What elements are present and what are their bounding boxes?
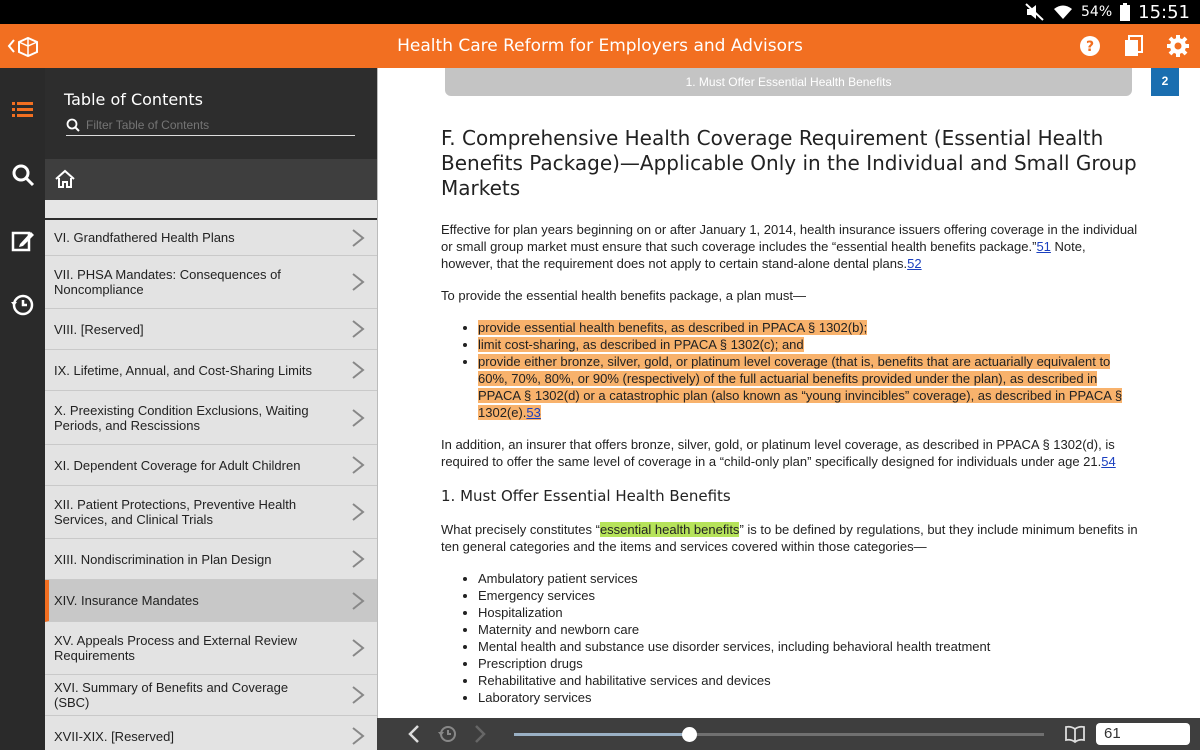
left-rail	[0, 68, 45, 750]
help-icon[interactable]	[1078, 34, 1102, 58]
list-item: • Mental health and substance use disorder services, including behavioral health treatment	[478, 638, 1141, 655]
toc-item-label: XVII-XIX. [Reserved]	[54, 728, 174, 744]
toc-item[interactable]	[45, 445, 377, 486]
requirements-list	[478, 319, 1141, 421]
history-back-icon[interactable]	[437, 724, 457, 744]
chevron-right-icon	[351, 408, 365, 428]
highlight[interactable]: limit cost-sharing, as described in PPACA § 1302(c); and	[478, 337, 804, 352]
toc-item[interactable]	[45, 539, 377, 580]
toc-item-label: XIV. Insurance Mandates	[54, 593, 199, 608]
toc-item-label: XI. Dependent Coverage for Adult Children	[54, 457, 301, 473]
list-item: • Maternity and newborn care	[478, 621, 1141, 638]
chevron-right-icon	[351, 360, 365, 380]
app-bar	[0, 24, 1200, 68]
chevron-right-icon	[351, 549, 365, 569]
toc-item[interactable]	[45, 716, 377, 750]
list-item	[478, 336, 1141, 353]
toc-filter	[66, 114, 355, 136]
footnote-link[interactable]: 53	[526, 405, 541, 420]
toc-item[interactable]	[45, 391, 377, 445]
settings-gear-icon[interactable]	[1166, 34, 1190, 58]
toc-header	[45, 68, 377, 159]
paragraph: Effective for plan years beginning on or after January 1, 2014, health insurance issuers offering coverage in the individual or small group market must ensure that such coverage includes the “essential health benefits package.”51 Note, however, that the requirement does not apply to certain stand-alone dental plans.52	[441, 222, 1138, 271]
paragraph: What precisely constitutes “essential health benefits” is to be defined by regulations, but they include minimum benefits in ten general categories and the items and services covered within those categories—	[441, 522, 1138, 554]
toc-item-label: VII. PHSA Mandates: Consequences of Noncompliance	[54, 267, 281, 297]
toc-item[interactable]	[45, 675, 377, 716]
toc-panel	[45, 68, 377, 750]
list-item	[478, 319, 1141, 336]
paragraph: In addition, an insurer that offers bronze, silver, gold, or platinum level coverage, as described in PPACA § 1302(d), is required to offer the same level of coverage in a “child-only plan” specifically designed for individuals under age 21.54	[441, 437, 1116, 469]
chevron-right-icon	[351, 502, 365, 522]
mute-icon	[1025, 3, 1045, 21]
paragraph: To provide the essential health benefits package, a plan must—	[441, 288, 806, 303]
status-bar	[0, 0, 1200, 24]
toc-item-label: XIII. Nondiscrimination in Plan Design	[54, 551, 272, 567]
toc-item-label: XII. Patient Protections, Preventive Health Services, and Clinical Trials	[54, 497, 297, 527]
toc-item-label: X. Preexisting Condition Exclusions, Waiting Periods, and Rescissions	[54, 402, 309, 433]
page-slider-handle[interactable]	[682, 727, 697, 742]
previous-page-icon[interactable]	[405, 724, 425, 744]
app-title: Health Care Reform for Employers and Advisors	[397, 36, 803, 56]
chevron-right-icon	[351, 638, 365, 658]
search-icon[interactable]	[10, 162, 36, 188]
list-item: • Hospitalization	[478, 604, 1141, 621]
list-item: • Emergency services	[478, 587, 1141, 604]
history-icon[interactable]	[10, 292, 36, 318]
page-progress-fill	[514, 733, 689, 736]
highlight[interactable]: provide either bronze, silver, gold, or platinum level coverage (that is, benefits that are actuarially equivalent to 60%, 70%, 80%, or 90% (respectively) of the full actuarial benefits provided under the plan), as described in PPACA § 1302(d) or a catastrophic plan (also known as “young invincibles” coverage), as described in PPACA § 1302(e).53	[478, 354, 1123, 420]
bookmark-count-badge[interactable]: 2	[1151, 68, 1179, 96]
search-icon	[66, 118, 80, 132]
toc-list	[45, 220, 377, 750]
chevron-right-icon	[351, 591, 365, 611]
list-item: • Prescription drugs	[478, 655, 1141, 672]
list-item: • Ambulatory patient services	[478, 570, 1141, 587]
reading-pane	[377, 68, 1200, 718]
footnote-link[interactable]: 54	[1101, 454, 1116, 469]
bottom-nav-bar	[377, 718, 1200, 750]
battery-icon	[1120, 3, 1130, 21]
highlight[interactable]: provide essential health benefits, as described in PPACA § 1302(b);	[478, 320, 868, 335]
toc-home-row[interactable]	[45, 159, 377, 200]
page-progress-track[interactable]	[514, 733, 1044, 736]
toc-filter-input[interactable]	[86, 118, 336, 132]
list-item: • Rehabilitative and habilitative services and devices	[478, 672, 1141, 689]
footnote-link[interactable]: 51	[1036, 239, 1051, 254]
toc-item-label: VI. Grandfathered Health Plans	[54, 230, 235, 245]
document-content	[441, 126, 1141, 718]
toc-item[interactable]	[45, 486, 377, 539]
toc-title: Table of Contents	[64, 90, 203, 109]
toc-item[interactable]	[45, 622, 377, 675]
subsection-heading: 1. Must Offer Essential Health Benefits	[441, 487, 731, 505]
svg-text:?: ?	[1085, 39, 1095, 55]
toc-item-label: XV. Appeals Process and External Review Requirements	[54, 633, 298, 663]
home-icon[interactable]	[54, 168, 76, 190]
list-item: • Laboratory services	[478, 689, 1141, 706]
toc-item-label: IX. Lifetime, Annual, and Cost-Sharing Limits	[54, 362, 312, 378]
toc-item[interactable]	[45, 256, 377, 309]
clock: 15:51	[1138, 1, 1190, 23]
list-item	[478, 353, 1141, 421]
toc-item[interactable]	[45, 309, 377, 350]
chevron-right-icon	[351, 272, 365, 292]
toc-list-icon[interactable]	[10, 96, 36, 122]
section-tab[interactable]: 1. Must Offer Essential Health Benefits	[445, 68, 1132, 96]
battery-percent: 54%	[1081, 4, 1113, 20]
book-icon[interactable]	[1065, 724, 1085, 744]
chevron-right-icon	[351, 455, 365, 475]
toc-item[interactable]	[45, 350, 377, 391]
toc-item-label: VIII. [Reserved]	[54, 321, 144, 337]
toc-item-active[interactable]	[45, 580, 377, 622]
toc-item-label: XVI. Summary of Benefits and Coverage (SBC)	[54, 680, 289, 710]
toc-item[interactable]	[45, 220, 377, 256]
next-page-icon[interactable]	[469, 724, 489, 744]
chevron-right-icon	[351, 319, 365, 339]
chevron-right-icon	[351, 228, 365, 248]
footnote-link[interactable]: 52	[907, 256, 922, 271]
toc-divider	[45, 200, 377, 220]
section-heading: F. Comprehensive Health Coverage Requirement (Essential Health Benefits Package)—Applicable Only in the Individual and Small Group Markets	[441, 126, 1137, 200]
notes-edit-icon[interactable]	[10, 228, 36, 254]
chevron-right-icon	[351, 726, 365, 746]
categories-list	[478, 570, 1141, 706]
chevron-right-icon	[351, 685, 365, 705]
highlight[interactable]: essential health benefits	[599, 522, 740, 537]
page-number-field[interactable]: 61	[1096, 723, 1190, 745]
wifi-icon	[1053, 3, 1073, 21]
bookmarks-icon[interactable]	[1122, 34, 1146, 58]
